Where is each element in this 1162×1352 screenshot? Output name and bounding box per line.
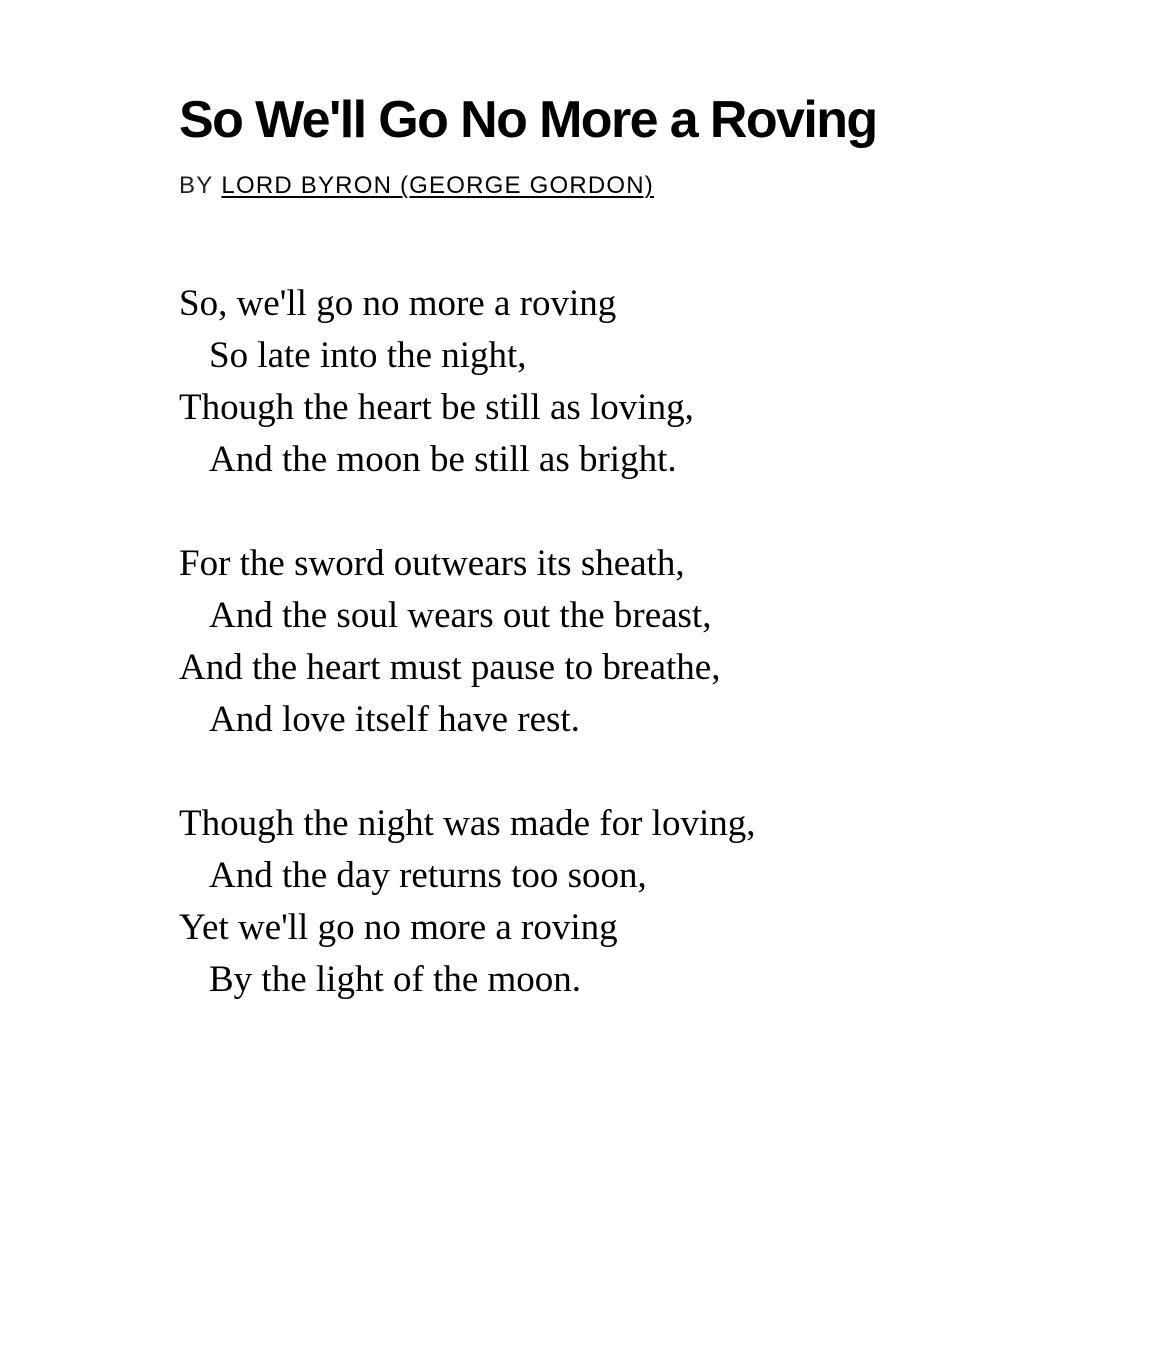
poem-line: So late into the night, (209, 335, 527, 376)
poem-line: Though the heart be still as loving, (179, 387, 694, 428)
poem-line: By the light of the moon. (209, 959, 582, 1000)
byline-prefix: BY (179, 172, 214, 199)
stanza-3 (179, 798, 1079, 1006)
poem-line: And the heart must pause to breathe, (179, 647, 721, 688)
author-link[interactable]: LORD BYRON (GEORGE GORDON) (221, 172, 654, 199)
poem-title: So We'll Go No More a Roving (179, 91, 877, 149)
poem-line: And the moon be still as bright. (209, 439, 677, 480)
poem-line: And love itself have rest. (209, 699, 580, 740)
stanza-2 (179, 538, 1079, 746)
poem-line: And the soul wears out the breast, (209, 595, 712, 636)
poem-line: Though the night was made for loving, (179, 803, 756, 844)
byline (179, 172, 1079, 200)
poem-line: Yet we'll go no more a roving (179, 907, 618, 948)
poem-body (179, 278, 1079, 1006)
poem-page (179, 88, 1079, 1058)
poem-line: For the sword outwears its sheath, (179, 543, 685, 584)
stanza-1 (179, 278, 1079, 486)
poem-line: And the day returns too soon, (209, 855, 647, 896)
poem-line: So, we'll go no more a roving (179, 283, 617, 324)
